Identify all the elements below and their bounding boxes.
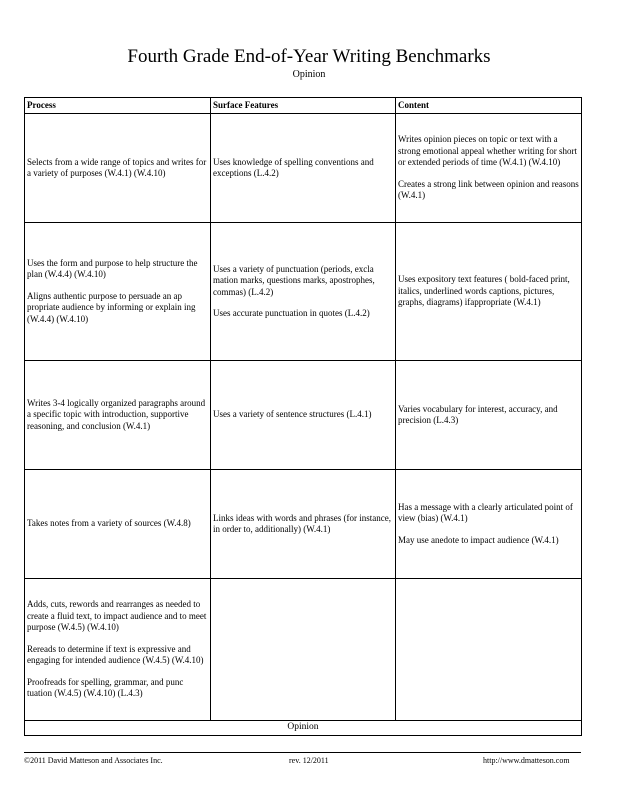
surface-cell: [211, 114, 396, 223]
table-footer-row: [25, 721, 582, 736]
cell-paragraph: Selects from a wide range of topics and writes for a variety of purposes (W.4.1) (W.4.10): [27, 156, 207, 178]
footer-url[interactable]: http://www.dmatteson.com: [483, 756, 570, 765]
process-cell: [25, 579, 211, 721]
benchmarks-table: [24, 97, 582, 736]
cell-paragraph: Has a message with a clearly articulated point of view (bias) (W.4.1): [398, 501, 573, 524]
table-row: [25, 114, 582, 223]
footer-copyright: ©2011 David Matteson and Associates Inc.: [24, 756, 163, 765]
process-cell: [25, 470, 211, 579]
content-cell: [396, 223, 582, 361]
table-row: [25, 470, 582, 579]
cell-paragraph: Creates a strong link between opinion and reasons (W.4.1): [398, 178, 579, 201]
cell-paragraph: Proofreads for spelling, grammar, and punc tuation (W.4.5) (W.4.10) (L.4.3): [27, 676, 184, 699]
table-row: [25, 579, 582, 721]
cell-paragraph: Uses a variety of punctuation (periods, excla mation marks, questions marks, apostrophes, commas) (L.4.2): [213, 263, 375, 297]
surface-cell: [211, 223, 396, 361]
table-row: [25, 361, 582, 470]
cell-paragraph: Uses accurate punctuation in quotes (L.4.2): [213, 308, 370, 318]
cell-paragraph: Uses expository text features ( bold-faced print, italics, underlined words captions, pictures, graphs, diagrams) ifappropriate (W.4.1): [398, 274, 570, 308]
content-cell: [396, 361, 582, 470]
surface-cell: [211, 470, 396, 579]
content-cell: [396, 579, 582, 721]
surface-cell: [211, 579, 396, 721]
cell-paragraph: Writes opinion pieces on topic or text with a strong emotional appeal whether writing for short or extended periods of time (W.4.1) (W.4.10): [398, 134, 577, 168]
cell-paragraph: Links ideas with words and phrases (for instance, in order to, additionally) (W.4.1): [213, 512, 391, 534]
content-cell: [396, 470, 582, 579]
page-subtitle: Opinion: [292, 69, 326, 80]
cell-paragraph: Rereads to determine if text is expressive and engaging for intended audience (W.4.5) (W.4.10): [27, 643, 204, 666]
cell-paragraph: Uses the form and purpose to help structure the plan (W.4.4) (W.4.10): [27, 257, 198, 280]
table-row: [25, 223, 582, 361]
content-cell: [396, 114, 582, 223]
table-footer-label: Opinion: [25, 721, 582, 736]
process-cell: [25, 361, 211, 470]
cell-paragraph: Uses knowledge of spelling conventions and exceptions (L.4.2): [213, 156, 374, 178]
header-process: Process: [25, 98, 211, 114]
process-cell: [25, 114, 211, 223]
header-surface-features: Surface Features: [211, 98, 396, 114]
cell-paragraph: Writes 3-4 logically organized paragraphs around a specific topic with introduction, supportive reasoning, and conclusion (W.4.1): [27, 397, 206, 431]
page-title: Fourth Grade End-of-Year Writing Benchmarks: [127, 46, 491, 67]
cell-paragraph: Uses a variety of sentence structures (L.4.1): [213, 409, 372, 420]
surface-cell: [211, 361, 396, 470]
table-header-row: [25, 98, 582, 114]
header-content: Content: [396, 98, 582, 114]
footer-revision: rev. 12/2011: [289, 756, 329, 765]
footer-divider: [24, 752, 581, 753]
cell-paragraph: Varies vocabulary for interest, accuracy, and precision (L.4.3): [398, 403, 558, 425]
process-cell: [25, 223, 211, 361]
cell-paragraph: May use anedote to impact audience (W.4.1): [398, 534, 559, 545]
cell-paragraph: Aligns authentic purpose to persuade an ap propriate audience by informing or explain ing (W.4.4) (W.4.10): [27, 290, 196, 324]
cell-paragraph: Takes notes from a variety of sources (W.4.8): [27, 518, 191, 529]
cell-paragraph: Adds, cuts, rewords and rearranges as needed to create a fluid text, to impact audience and to meet purpose (W.4.5) (W.4.10): [27, 599, 207, 633]
